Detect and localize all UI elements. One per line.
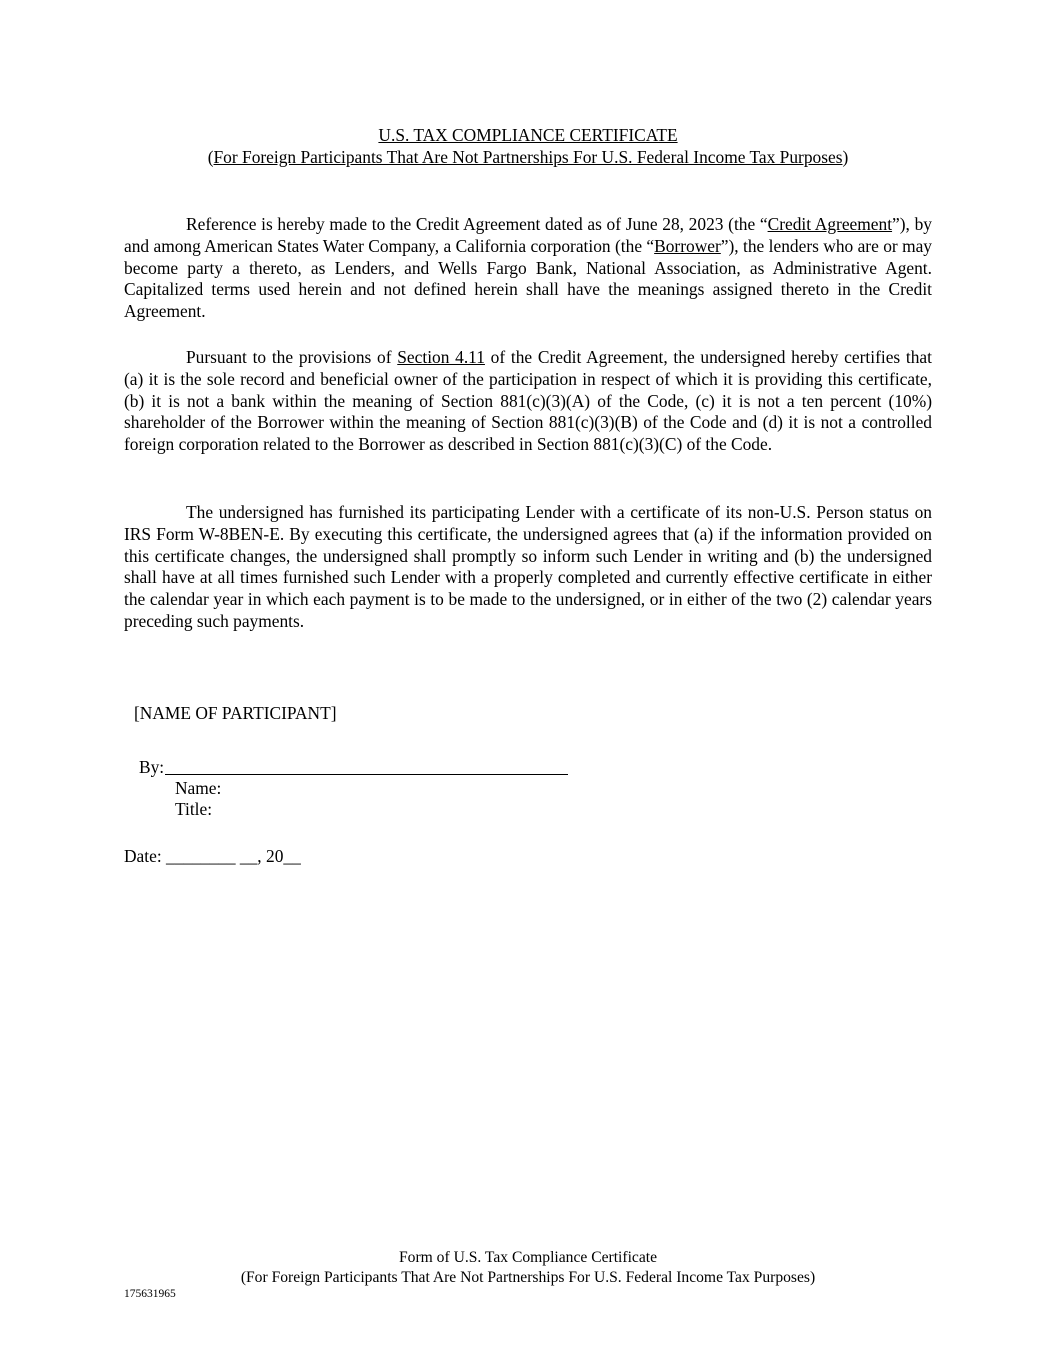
footer-line-1: Form of U.S. Tax Compliance Certificate [398, 1249, 658, 1266]
name-label: Name: [175, 778, 222, 798]
section-reference: Section 4.11 [397, 347, 485, 367]
document-number: 175631965 [124, 1288, 176, 1300]
participant-name-placeholder: [NAME OF PARTICIPANT] [134, 703, 337, 723]
signature-line [165, 774, 568, 775]
date-line: Date: ________ __, 20__ [124, 846, 301, 866]
certificate-subtitle [124, 147, 932, 169]
certification-text-1: Pursuant to the provisions of [186, 347, 398, 367]
certification-paragraph [124, 347, 932, 456]
by-label: By: [139, 757, 165, 777]
reference-text-3: ”), the lenders who are or may become party a thereto, as Lenders, and Wells Fargo Bank, National Association, as Administrative Agent. Capitalized terms used herein and not defined herein shall have the meanings assigned thereto in the Credit Agreement. [124, 235, 933, 322]
reference-paragraph [124, 214, 932, 323]
certificate-title: U.S. TAX COMPLIANCE CERTIFICATE [378, 125, 678, 145]
subtitle-text: For Foreign Participants That Are Not Partnerships For U.S. Federal Income Tax Purposes [213, 146, 843, 167]
subtitle-open-paren: ( [207, 146, 214, 167]
reference-text-1: Reference is hereby made to the Credit Agreement dated as of June 28, 2023 (the “ [186, 214, 768, 234]
defined-term-borrower: Borrower [654, 235, 721, 256]
subtitle-close-paren: ) [842, 146, 849, 167]
certificate-header [124, 125, 932, 169]
defined-term-credit-agreement: Credit Agreement [767, 214, 893, 234]
footer-line-2: (For Foreign Participants That Are Not Partnerships For U.S. Federal Income Tax Purposes) [240, 1269, 816, 1286]
undertaking-paragraph: The undersigned has furnished its participating Lender with a certificate of its non-U.S. Person status on IRS Form W-8BEN-E. By executing this certificate, the undersigned agrees that (a) if the information provided on this certificate changes, the undersigned shall promptly so inform such Lender in writing and (b) the undersigned shall have at all times furnished such Lender with a properly completed and currently effective certificate in either the calendar year in which each payment is to be made to the undersigned, or in either of the two (2) calendar years preceding such payments. [124, 502, 932, 631]
reference-text-2: ”), by and among American States Water Company, a California corporation (the “ [124, 214, 932, 256]
certification-text-2: of the Credit Agreement, the undersigned hereby certifies that (a) it is the sole record and beneficial owner of the participation in respect of which it is providing this certificate, (b) it is not a bank within the meaning of Section 881(c)(3)(A) of the Code, (c) it is not a ten percent (10%) shareholder of the Borrower within the meaning of Section 881(c)(3)(B) of the Code and (d) it is not a controlled foreign corporation related to the Borrower as described in Section 881(c)(3)(C) of the Code. [124, 347, 932, 455]
title-label: Title: [175, 799, 213, 819]
page-footer [124, 1248, 932, 1288]
